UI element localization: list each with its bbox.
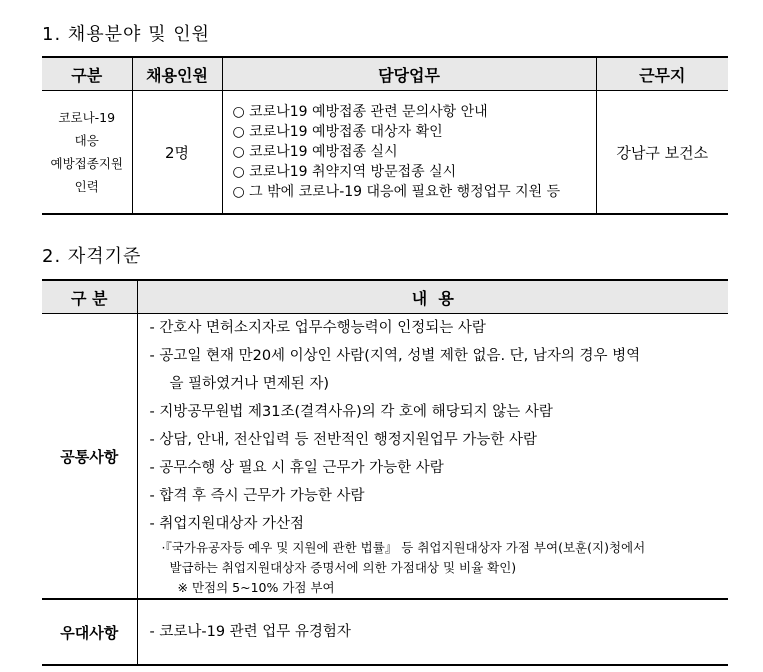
list-item: 을 필하였거나 면제된 자) [169, 376, 330, 392]
recruitment-table [42, 56, 728, 215]
qualification-table-header [42, 280, 728, 314]
note-item: 발급하는 취업지원대상자 증명서에 의한 가점대상 및 비율 확인) [169, 560, 517, 575]
list-item: - 상담, 안내, 전산입력 등 전반적인 행정지원업무 가능한 사람 [149, 432, 537, 448]
header-category: 구분 [42, 57, 132, 91]
list-item: - 취업지원대상자 가산점 [149, 516, 305, 532]
list-item: - 합격 후 즉시 근무가 가능한 사람 [149, 488, 365, 504]
category-cell: 코로나-19 대응 예방접종지원 인력 [42, 91, 132, 215]
preferred-content [137, 599, 728, 665]
duty-item: ○ 코로나19 취약지역 방문접종 실시 [232, 164, 457, 180]
duty-item: ○ 코로나19 예방접종 대상자 확인 [232, 124, 443, 140]
list-item: - 간호사 면허소지자로 업무수행능력이 인정되는 사람 [149, 320, 486, 336]
common-label: 공통사항 [42, 314, 137, 600]
section1-heading: 1. 채용분야 및 인원 [42, 24, 211, 45]
list-item: - 공무수행 상 필요 시 휴일 근무가 가능한 사람 [149, 460, 444, 476]
note-item: ·『국가유공자등 예우 및 지원에 관한 법률』 등 취업지원대상자 가점 부여(보훈(지)청에서 [161, 540, 646, 555]
table-row [42, 91, 728, 215]
duty-item: ○ 코로나19 예방접종 관련 문의사항 안내 [232, 104, 488, 120]
common-content [137, 314, 728, 600]
header-duty: 담당업무 [222, 57, 596, 91]
list-item: - 코로나-19 관련 업무 유경험자 [149, 624, 351, 640]
count-cell: 2명 [132, 91, 222, 215]
table-row [42, 599, 728, 665]
note-item: ※ 만점의 5~10% 가점 부여 [177, 580, 335, 595]
header-location: 근무지 [596, 57, 728, 91]
table-row [42, 314, 728, 600]
duty-item: ○ 그 밖에 코로나-19 대응에 필요한 행정업무 지원 등 [232, 184, 561, 200]
qualification-table [42, 279, 728, 666]
header-content: 내 용 [137, 280, 728, 314]
header-count: 채용인원 [132, 57, 222, 91]
section2-heading: 2. 자격기준 [42, 246, 142, 267]
preferred-label: 우대사항 [42, 599, 137, 665]
duty-cell [222, 91, 596, 215]
location-cell: 강남구 보건소 [596, 91, 728, 215]
list-item: - 공고일 현재 만20세 이상인 사람(지역, 성별 제한 없음. 단, 남자의 경우 병역 [149, 348, 641, 364]
list-item: - 지방공무원법 제31조(결격사유)의 각 호에 해당되지 않는 사람 [149, 404, 553, 420]
header-category: 구 분 [42, 280, 137, 314]
duty-item: ○ 코로나19 예방접종 실시 [232, 144, 398, 160]
recruitment-table-header [42, 57, 728, 91]
